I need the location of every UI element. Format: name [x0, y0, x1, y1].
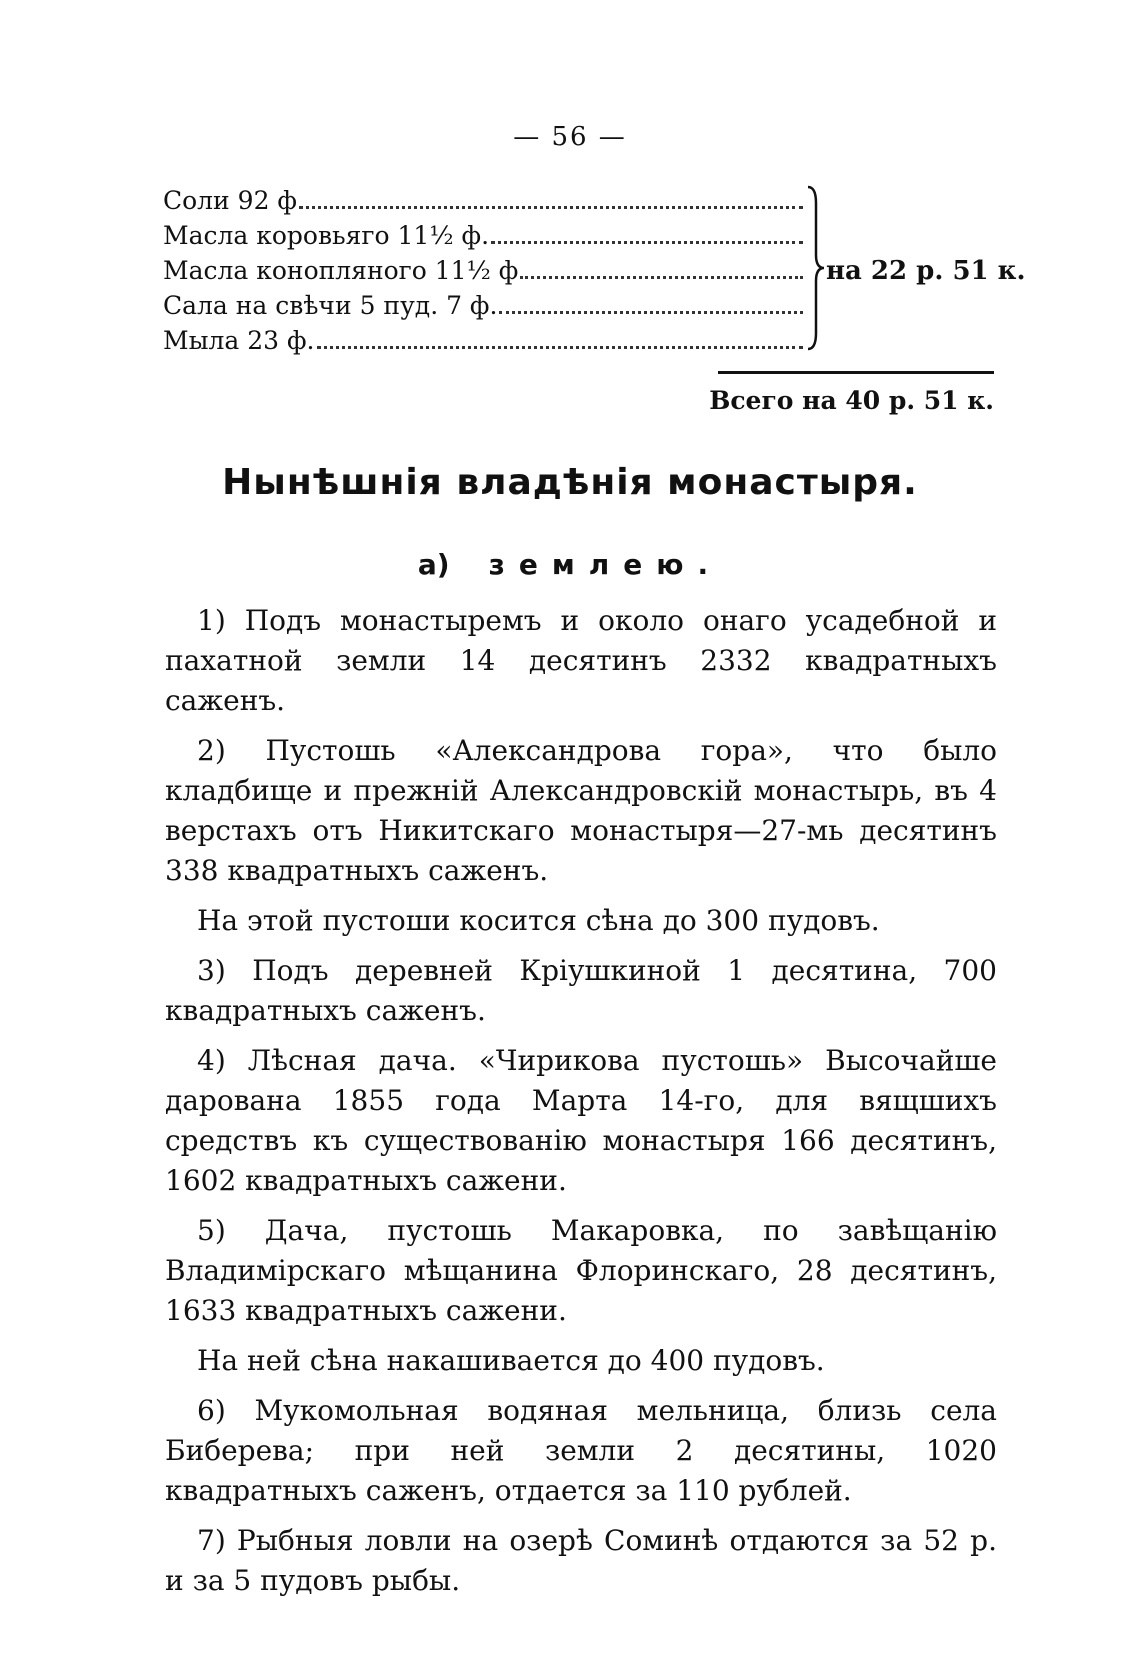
- supply-item-salt: Соли 92 ф: [163, 186, 297, 215]
- body-text: [165, 601, 997, 1611]
- dot-leader: [299, 206, 803, 209]
- page-number: — 56 —: [513, 122, 627, 152]
- paragraph: 6) Мукомольная водяная мельница, близь села Биберева; при ней земли 2 десятины, 1020 квадратныхъ саженъ, отдается за 110 рублей.: [165, 1394, 997, 1507]
- paragraph: На ней сѣна накашивается до 400 пудовъ.: [197, 1344, 825, 1377]
- subsection-word: землею.: [488, 548, 723, 581]
- supply-item-tallow: Сала на свѣчи 5 пуд. 7 ф.: [163, 291, 498, 320]
- paragraph: 3) Подъ деревней Кріушкиной 1 десятина, 700 квадратныхъ саженъ.: [165, 954, 997, 1027]
- paragraph: На этой пустоши косится сѣна до 300 пудовъ.: [197, 904, 880, 937]
- supply-row: [163, 183, 803, 218]
- supply-row: [163, 253, 803, 288]
- supplies-list: [163, 183, 803, 358]
- supply-row: [163, 218, 803, 253]
- subtotal-amount: на 22 р. 51 к.: [826, 256, 1026, 286]
- sum-rule: [718, 371, 994, 374]
- paragraph: 7) Рыбныя ловли на озерѣ Соминѣ отдаются за 52 р. и за 5 пудовъ рыбы.: [165, 1524, 997, 1597]
- grand-total: Всего на 40 р. 51 к.: [709, 386, 994, 415]
- supply-row: [163, 288, 803, 323]
- subsection-title: [0, 548, 1140, 581]
- dot-leader: [520, 276, 803, 279]
- supply-row: [163, 323, 803, 358]
- dot-leader: [317, 346, 803, 349]
- supply-item-butter: Масла коровьяго 11½ ф.: [163, 221, 490, 250]
- right-brace-icon: [806, 183, 826, 353]
- paragraph: 2) Пустошь «Александрова гора», что было кладбище и прежній Александровскій монастырь, въ 4 верстахъ отъ Никитскаго монастыря—27-мь десятинъ 338 квадратныхъ саженъ.: [165, 734, 997, 887]
- supply-item-soap: Мыла 23 ф.: [163, 326, 315, 355]
- dot-leader: [499, 311, 803, 314]
- section-title: Нынѣшнія владѣнія монастыря.: [222, 462, 918, 503]
- dot-leader: [491, 241, 803, 244]
- paragraph: 5) Дача, пустошь Макаровка, по завѣщанію Владимірскаго мѣщанина Флоринскаго, 28 десятинъ, 1633 квадратныхъ сажени.: [165, 1214, 997, 1327]
- subsection-prefix: а): [417, 548, 450, 581]
- paragraph: 1) Подъ монастыремъ и около онаго усадебной и пахатной земли 14 десятинъ 2332 квадратныхъ саженъ.: [165, 604, 997, 717]
- supply-item-hemp-oil: Масла конопляного 11½ ф: [163, 256, 519, 285]
- paragraph: 4) Лѣсная дача. «Чирикова пустошь» Высочайше дарована 1855 года Марта 14-го, для вящшихъ средствъ къ существованію монастыря 166 десятинъ, 1602 квадратныхъ сажени.: [165, 1044, 997, 1197]
